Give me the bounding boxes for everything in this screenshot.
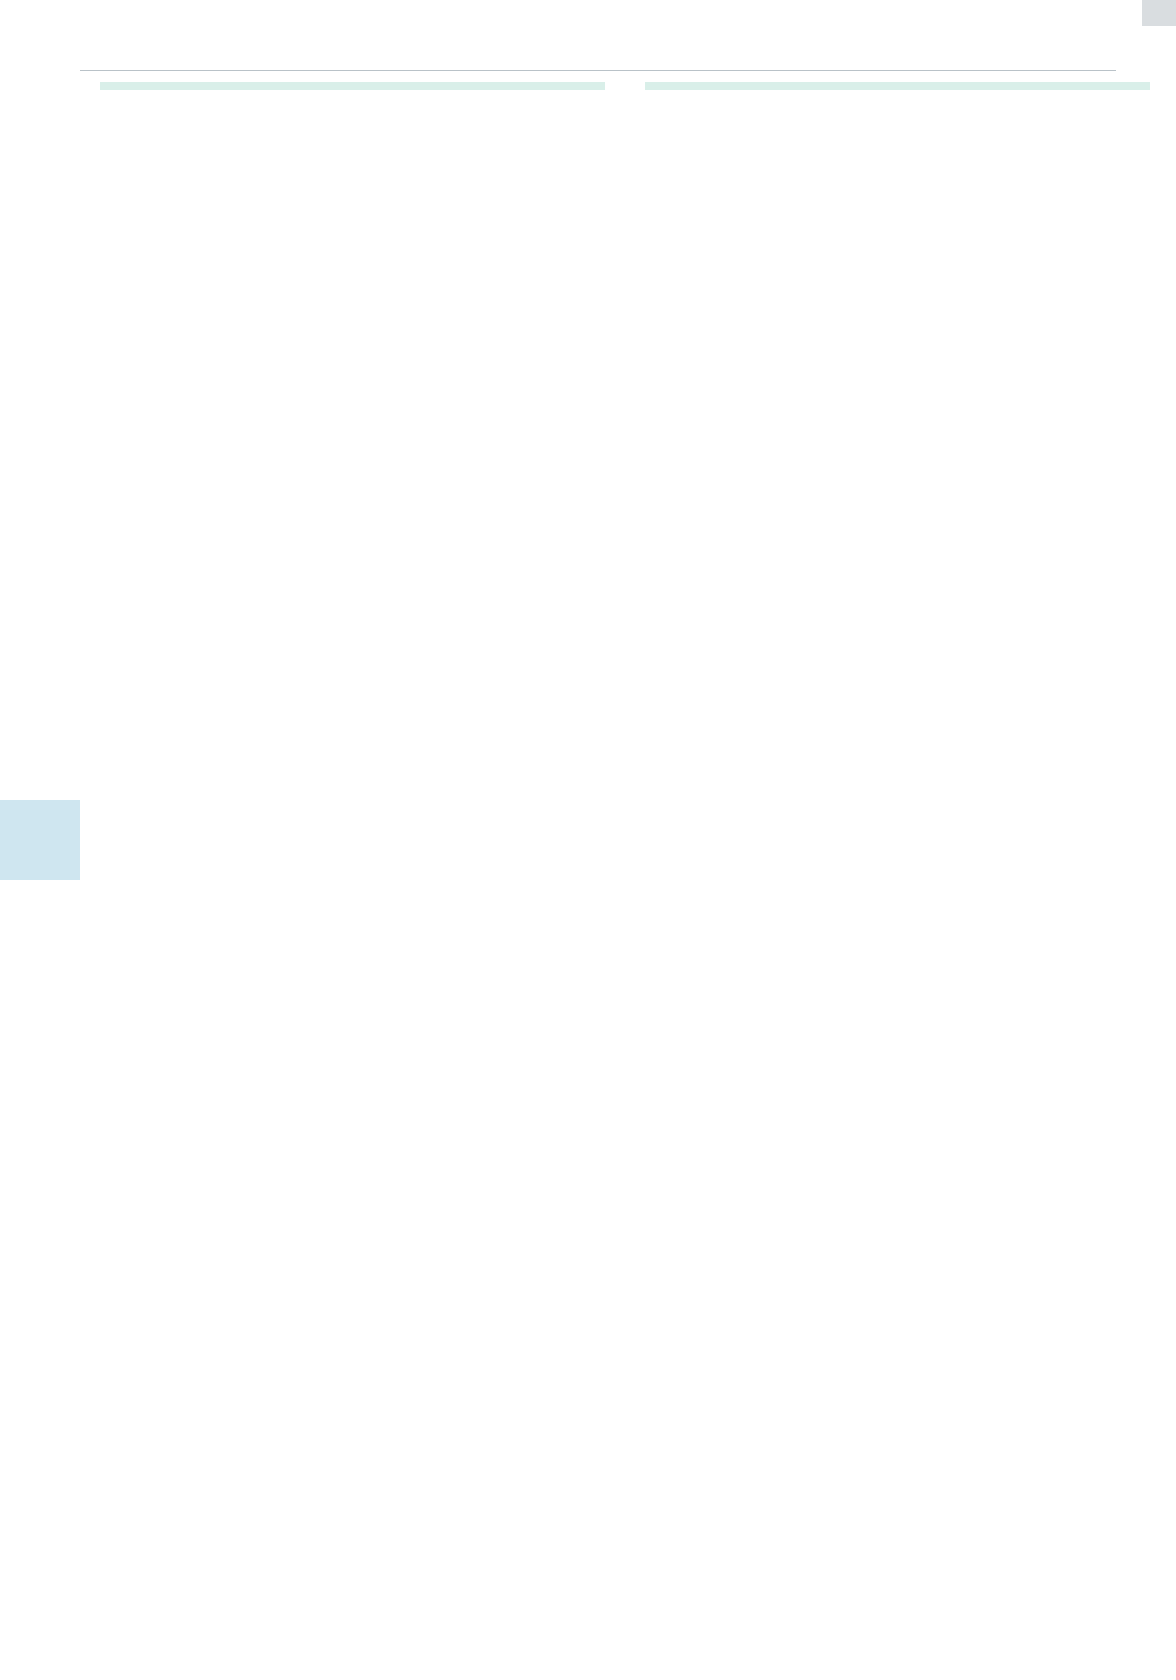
note-box [645, 82, 1150, 90]
content-columns [100, 78, 1150, 1578]
page-corner-tab [1142, 0, 1176, 26]
left-column [100, 78, 605, 1578]
right-column [645, 78, 1150, 1578]
volume-side-tab [0, 800, 80, 880]
page-header [80, 30, 1116, 71]
note-box [100, 82, 605, 90]
